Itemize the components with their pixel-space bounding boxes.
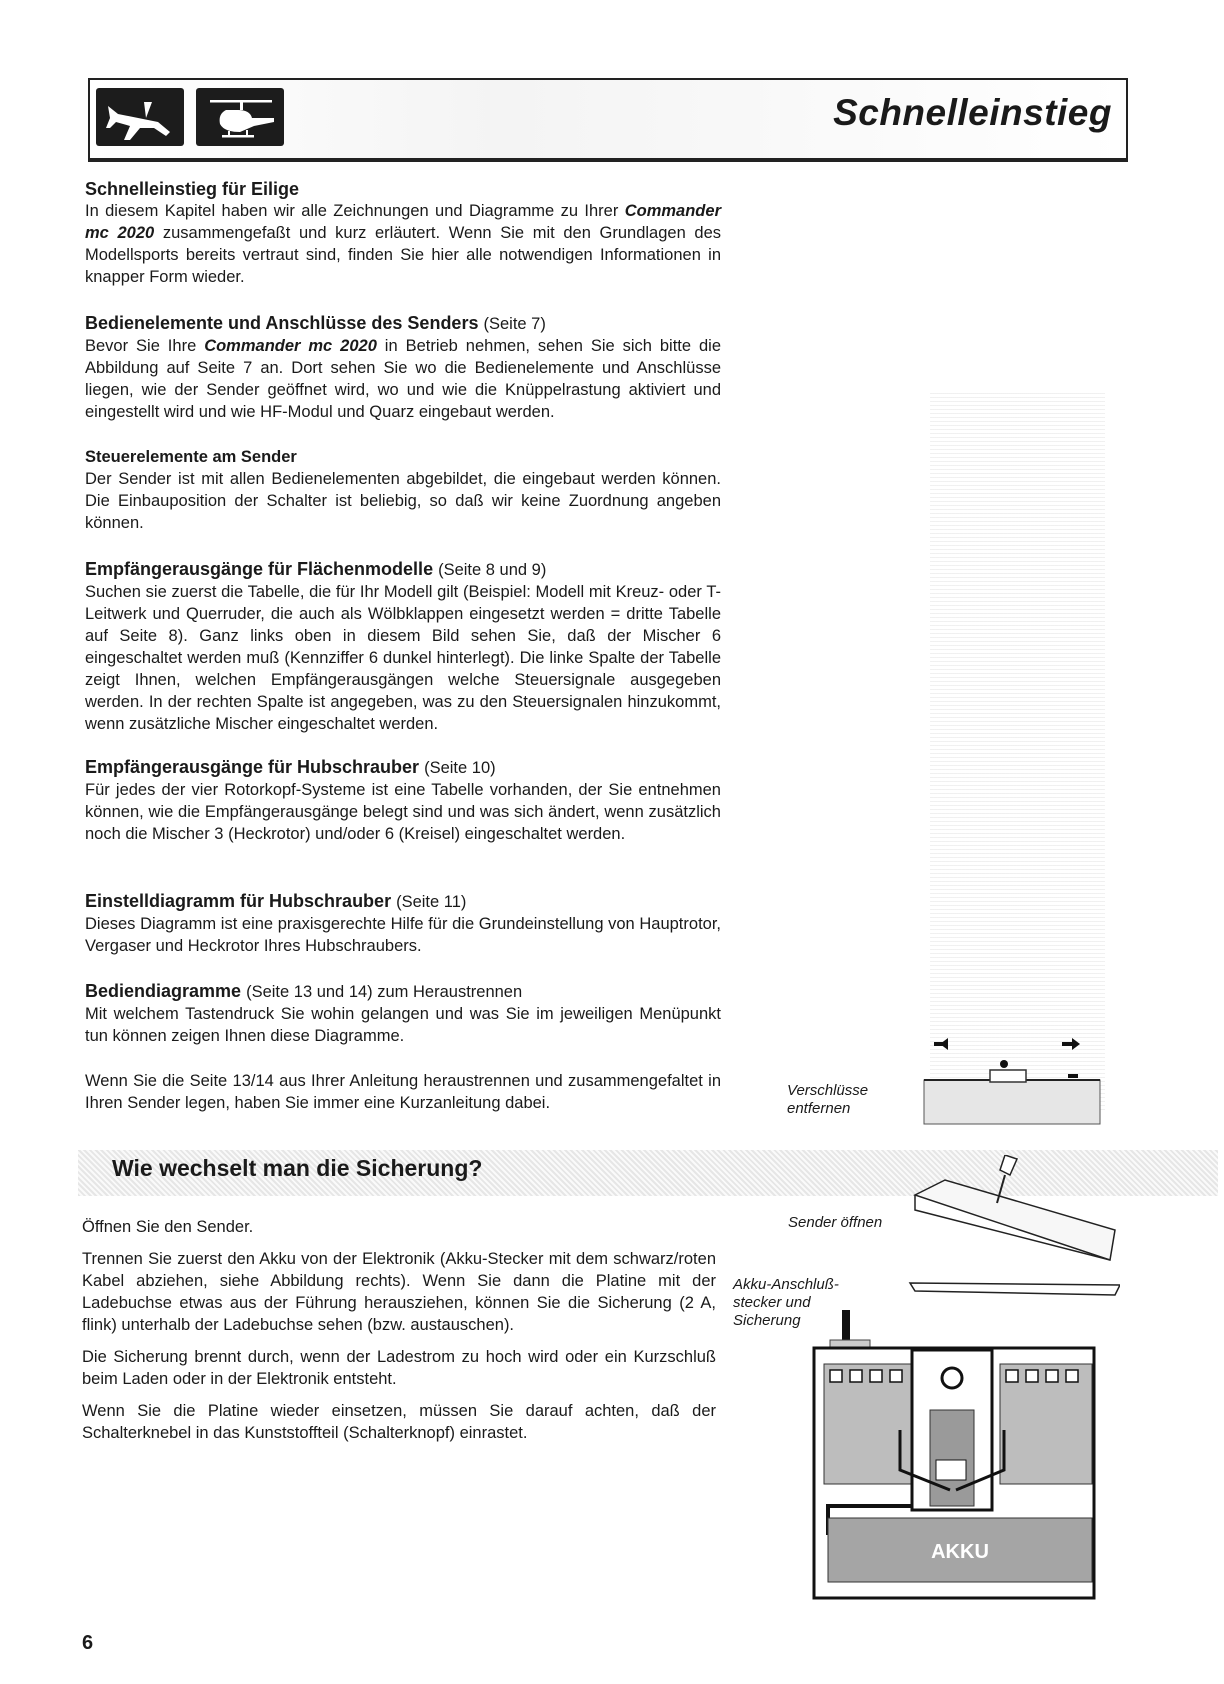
section-heading: Schnelleinstieg für Eilige xyxy=(85,179,300,199)
section-heading: Einstelldiagramm für Hubschrauber (Seite 11) xyxy=(85,891,467,911)
section-quickstart xyxy=(85,178,721,288)
caption-plug: Akku-Anschluß- stecker und Sicherung xyxy=(733,1276,839,1329)
paragraph: Trennen Sie zuerst den Akku von der Elektronik (Akku-Stecker mit dem schwarz/roten Kabel abziehen, siehe Abbildung rechts). Wenn Sie dann die Platine mit der Ladebuchse etwas aus der Führung herausziehen, können Sie die Sicherung (2 A, flink) unterhalb der Ladebuchse sehen (bzw. austauschen). xyxy=(82,1250,716,1334)
page-number: 6 xyxy=(82,1632,94,1654)
section-body: Für jedes der vier Rotorkopf-Systeme ist eine Tabelle vorhanden, der Sie entnehmen können, wie die Empfängerausgänge belegt sind und was sich ändert, wenn zusätzlich noch die Mischer 3 (Heckrotor) und/oder 6 (Kreisel) eingeschaltet werden. xyxy=(85,781,721,843)
background-texture xyxy=(930,390,1105,1110)
paragraph: Die Sicherung brennt durch, wenn der Ladestrom zu hoch wird oder ein Kurzschluß beim Laden oder in der Elektronik entsteht. xyxy=(82,1348,716,1388)
section-setup-diagram xyxy=(85,890,721,957)
helicopter-icon xyxy=(196,88,284,146)
section-heading: Bedienelemente und Anschlüsse des Senders (Seite 7) xyxy=(85,313,546,333)
paragraph: Wenn Sie die Platine wieder einsetzen, müssen Sie darauf achten, daß der Schalterknebel in das Kunststoffteil (Schalterknopf) einrastet. xyxy=(82,1402,716,1442)
battery-plug-illustration xyxy=(800,1310,1116,1600)
section-body: In diesem Kapitel haben wir alle Zeichnungen und Diagramme zu Ihrer Commander mc 2020 zusammengefaßt und kurz erläutert. Wenn Sie mit den Grundlagen des Modellsports bereits vertraut sind, finden Sie hier alle notwendigen Informationen in knapper Form wieder. xyxy=(85,202,722,286)
open-transmitter-illustration xyxy=(905,1155,1120,1305)
fuse-section-body xyxy=(82,1216,716,1454)
section-body: Mit welchem Tastendruck Sie wohin gelangen und was Sie im jeweiligen Menüpunkt tun können zeigen Ihnen diese Diagramme. xyxy=(85,1005,721,1045)
fuse-section-title: Wie wechselt man die Sicherung? xyxy=(112,1155,483,1181)
section-body: Wenn Sie die Seite 13/14 aus Ihrer Anleitung heraustrennen und zusammengefaltet in Ihren Sender legen, haben Sie immer eine Kurzanleitung dabei. xyxy=(85,1072,721,1112)
section-subheading: Steuerelemente am Sender xyxy=(85,448,297,466)
section-heading: Bediendiagramme (Seite 13 und 14) zum Heraustrennen xyxy=(85,981,523,1001)
airplane-icon xyxy=(96,88,184,146)
closures-illustration xyxy=(900,1030,1120,1130)
paragraph: Öffnen Sie den Sender. xyxy=(82,1218,254,1236)
page-title: Schnelleinstieg xyxy=(833,92,1112,133)
section-receiver-planes xyxy=(85,558,721,735)
section-body: Dieses Diagramm ist eine praxisgerechte Hilfe für die Grundeinstellung von Hauptrotor, Vergaser und Heckrotor Ihres Hubschraubers. xyxy=(85,915,721,955)
header-rule xyxy=(88,160,1128,162)
section-controls xyxy=(85,312,721,423)
caption-closures: Verschlüsse entfernen xyxy=(787,1082,869,1117)
section-tear-out xyxy=(85,1070,721,1114)
section-control-elements xyxy=(85,446,721,534)
section-heading: Empfängerausgänge für Flächenmodelle (Seite 8 und 9) xyxy=(85,559,547,579)
section-heading: Empfängerausgänge für Hubschrauber (Seite 10) xyxy=(85,757,496,777)
battery-label: AKKU xyxy=(931,1541,989,1563)
section-body: Suchen sie zuerst die Tabelle, die für Ihr Modell gilt (Beispiel: Modell mit Kreuz- oder T-Leitwerk und Querruder, die auch als Wölbklappen eingesetzt werden = dritte Tabelle auf Seite 8). Ganz links oben in diesem Bild sehen Sie, daß der Mischer 6 eingeschaltet werden muß (Kennziffer 6 dunkel hinterlegt). Die linke Spalte der Tabelle zeigt Ihnen, welchen Empfängerausgängen welche Steuersignale ausgegeben werden. In der rechten Spalte ist angegeben, was zu den Steuersignalen hinzukommt, wenn zusätzliche Mischer eingeschaltet werden. xyxy=(85,583,721,733)
section-operating-diagrams xyxy=(85,980,721,1047)
section-body: Bevor Sie Ihre Commander mc 2020 in Betrieb nehmen, sehen Sie sich bitte die Abbildung auf Seite 7 an. Dort sehen Sie wo die Bedienelemente und Anschlüsse liegen, wie der Sender geöffnet wird, wo und wie die Knüppelrastung aktiviert und eingestellt wird und wie HF-Modul und Quarz eingebaut werden. xyxy=(85,337,722,421)
section-receiver-heli xyxy=(85,756,721,845)
section-body: Der Sender ist mit allen Bedienelementen abgebildet, die eingebaut werden können. Die Einbauposition der Schalter ist beliebig, so daß wir keine Zuordnung angeben können. xyxy=(85,470,721,532)
caption-open: Sender öffnen xyxy=(788,1214,883,1231)
